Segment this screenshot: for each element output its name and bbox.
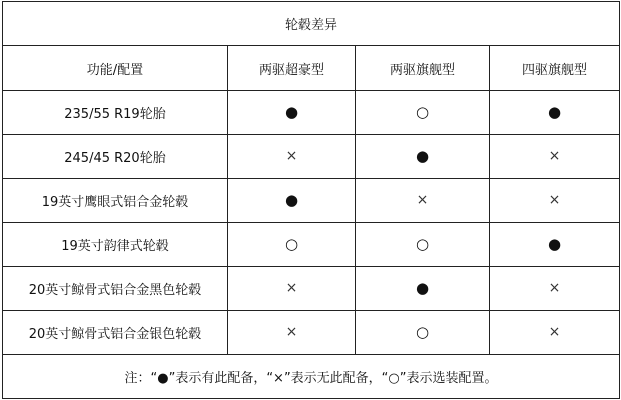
availability-symbol: ×	[548, 192, 561, 208]
column-header-4wd-flagship: 四驱旗舰型	[490, 46, 620, 91]
availability-symbol: ●	[284, 190, 299, 209]
availability-symbol: ○	[284, 234, 299, 253]
table-row	[3, 223, 620, 267]
availability-symbol: ○	[415, 102, 430, 121]
availability-cell	[490, 135, 620, 179]
availability-cell	[490, 91, 620, 135]
availability-cell	[490, 267, 620, 311]
table-row	[3, 135, 620, 179]
availability-cell	[490, 311, 620, 355]
availability-symbol: ×	[285, 280, 298, 296]
table-row	[3, 267, 620, 311]
availability-symbol: ●	[547, 234, 562, 253]
availability-symbol: ×	[548, 280, 561, 296]
availability-symbol: ●	[415, 146, 430, 165]
availability-cell	[356, 223, 490, 267]
availability-symbol: ×	[416, 192, 429, 208]
availability-cell	[490, 179, 620, 223]
row-label: 245/45 R20轮胎	[3, 135, 228, 179]
wheel-spec-table	[2, 1, 620, 399]
availability-cell	[228, 135, 356, 179]
table-row	[3, 91, 620, 135]
availability-cell	[228, 311, 356, 355]
table-title: 轮毂差异	[3, 2, 620, 46]
availability-symbol: ×	[548, 148, 561, 164]
row-label: 19英寸韵律式轮毂	[3, 223, 228, 267]
availability-symbol: ×	[548, 324, 561, 340]
availability-cell	[228, 223, 356, 267]
row-label: 19英寸鹰眼式铝合金轮毂	[3, 179, 228, 223]
availability-cell	[228, 91, 356, 135]
column-header-2wd-luxury: 两驱超豪型	[228, 46, 356, 91]
availability-cell	[356, 135, 490, 179]
feature-column-header: 功能/配置	[3, 46, 228, 91]
title-row	[3, 2, 620, 46]
availability-cell	[490, 223, 620, 267]
row-label: 235/55 R19轮胎	[3, 91, 228, 135]
availability-symbol: ○	[415, 322, 430, 341]
table-row	[3, 179, 620, 223]
availability-symbol: ×	[285, 148, 298, 164]
availability-symbol: ○	[415, 234, 430, 253]
row-label: 20英寸鲸骨式铝合金黑色轮毂	[3, 267, 228, 311]
column-header-2wd-flagship: 两驱旗舰型	[356, 46, 490, 91]
availability-symbol: ×	[285, 324, 298, 340]
availability-symbol: ●	[284, 102, 299, 121]
legend-note: 注：“●”表示有此配备，“×”表示无此配备，“○”表示选装配置。	[3, 355, 620, 399]
availability-cell	[228, 179, 356, 223]
table-row	[3, 311, 620, 355]
availability-symbol: ●	[547, 102, 562, 121]
note-row	[3, 355, 620, 399]
availability-cell	[356, 179, 490, 223]
row-label: 20英寸鲸骨式铝合金银色轮毂	[3, 311, 228, 355]
availability-cell	[356, 91, 490, 135]
header-row	[3, 46, 620, 91]
availability-cell	[356, 311, 490, 355]
availability-cell	[356, 267, 490, 311]
availability-cell	[228, 267, 356, 311]
availability-symbol: ●	[415, 278, 430, 297]
